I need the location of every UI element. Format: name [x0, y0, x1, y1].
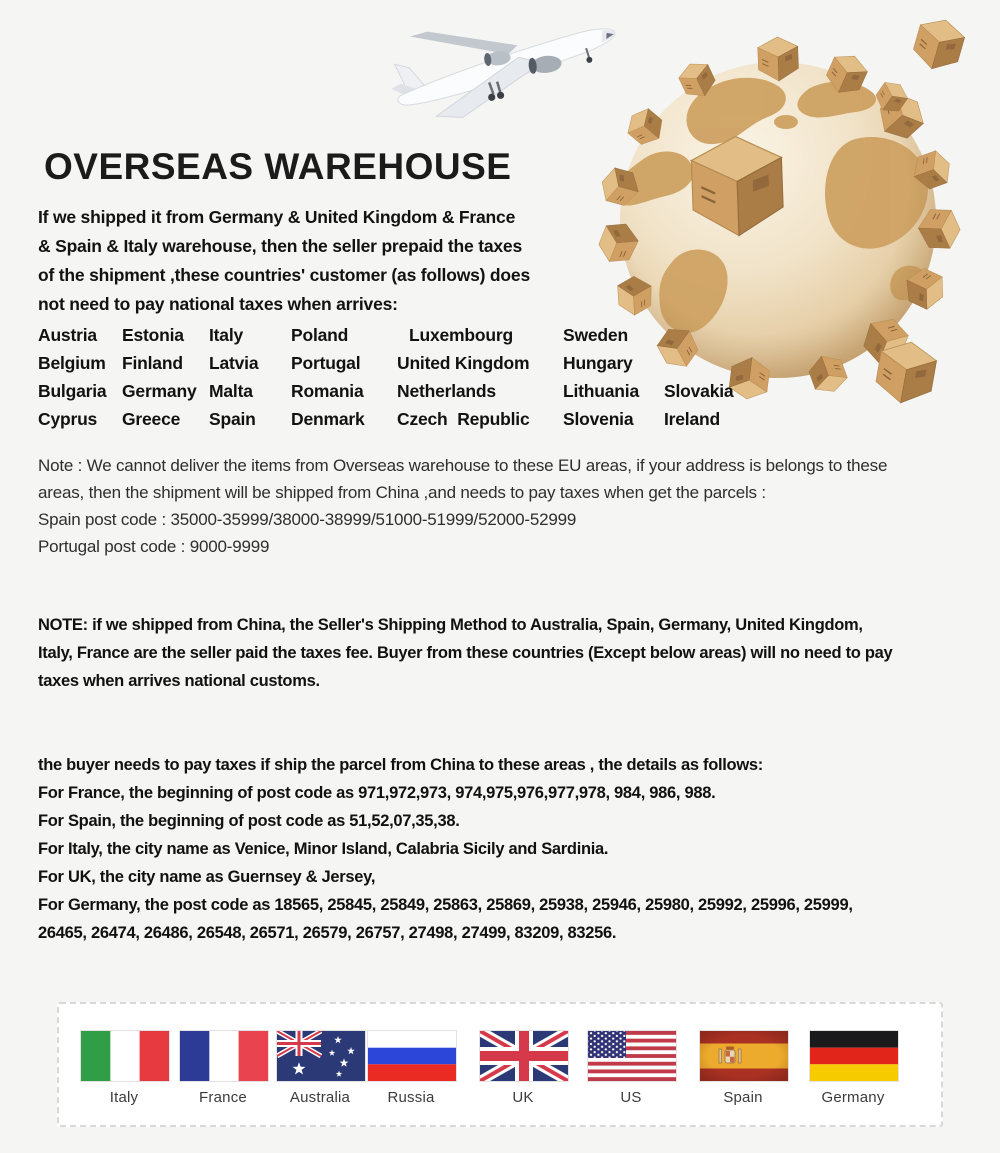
country: Netherlands: [397, 381, 496, 401]
note-line: Portugal post code : 9000-9999: [38, 537, 270, 556]
flag-item-italy: [80, 1030, 168, 1106]
note-line: Spain post code : 35000-35999/38000-38999/51000-51999/52000-52999: [38, 510, 577, 529]
flag-item-uk: [479, 1030, 567, 1106]
flag-item-france: [179, 1030, 267, 1106]
germany-flag-icon: [809, 1030, 899, 1082]
flag-label: Spain: [723, 1089, 763, 1106]
flag-label: Italy: [109, 1089, 139, 1106]
country: Poland: [291, 325, 349, 345]
country: Finland: [122, 353, 183, 373]
flag-label: US: [620, 1089, 642, 1106]
country: Germany: [122, 381, 197, 401]
flag-item-spain: [699, 1030, 787, 1106]
note-line: areas, then the shipment will be shipped from China ,and needs to pay taxes when get the parcels :: [38, 483, 766, 502]
flag-item-us: [587, 1030, 675, 1106]
country: Czech Republic: [397, 409, 530, 429]
australia-flag-icon: [276, 1030, 366, 1082]
country: Slovenia: [563, 409, 634, 429]
flag-label: France: [199, 1089, 247, 1106]
country: Hungary: [563, 353, 633, 373]
country: Ireland: [664, 409, 720, 429]
countries-row: [38, 349, 733, 377]
country: Cyprus: [38, 409, 98, 429]
china-note-line: Italy, France are the seller paid the taxes fee. Buyer from these countries (Except below areas) will no need to pay: [38, 644, 893, 662]
us-flag-icon: [587, 1030, 677, 1082]
france-flag-icon: [179, 1030, 269, 1082]
tax-free-countries-list: [38, 321, 733, 433]
flag-label: Australia: [289, 1089, 351, 1106]
flag-label: UK: [512, 1089, 534, 1106]
country: Luxembourg: [409, 325, 513, 345]
flag-label: Russia: [387, 1089, 435, 1106]
flag-item-australia: [276, 1030, 364, 1106]
country: Italy: [209, 325, 244, 345]
country: Denmark: [291, 409, 365, 429]
country: Greece: [122, 409, 181, 429]
buyer-taxes-note: [38, 751, 853, 947]
buyer-note-line: For Italy, the city name as Venice, Minor Island, Calabria Sicily and Sardinia.: [38, 840, 609, 858]
country: Romania: [291, 381, 364, 401]
country: United Kingdom: [397, 353, 530, 373]
countries-row: [38, 377, 733, 405]
buyer-note-line: the buyer needs to pay taxes if ship the parcel from China to these areas , the details as follows:: [38, 756, 763, 774]
buyer-note-line: For Spain, the beginning of post code as 51,52,07,35,38.: [38, 812, 460, 830]
china-note-line: NOTE: if we shipped from China, the Seller's Shipping Method to Australia, Spain, Germany, United Kingdom,: [38, 616, 863, 634]
country: Estonia: [122, 325, 184, 345]
page-title: OVERSEAS WAREHOUSE: [44, 146, 512, 187]
china-shipping-note: [38, 611, 892, 695]
country: Malta: [209, 381, 253, 401]
flag-item-russia: [367, 1030, 455, 1106]
flag-label: Germany: [821, 1089, 885, 1106]
country: Lithuania: [563, 381, 639, 401]
uk-flag-icon: [479, 1030, 569, 1082]
country: Bulgaria: [38, 381, 107, 401]
buyer-note-line: For Germany, the post code as 18565, 25845, 25849, 25863, 25869, 25938, 25946, 25980, 25992, 25996, 25999,: [38, 896, 853, 914]
country: Belgium: [38, 353, 106, 373]
countries-row: [38, 405, 733, 433]
country: Sweden: [563, 325, 628, 345]
shipping-flags-panel: [57, 1002, 943, 1127]
country: Slovakia: [664, 381, 734, 401]
country: Latvia: [209, 353, 259, 373]
country: Austria: [38, 325, 97, 345]
countries-row: [38, 321, 733, 349]
note-line: Note : We cannot deliver the items from Overseas warehouse to these EU areas, if your address is belongs to these: [38, 456, 888, 475]
intro-line: & Spain & Italy warehouse, then the seller prepaid the taxes: [38, 236, 522, 256]
eu-delivery-note: [38, 452, 887, 560]
country: Portugal: [291, 353, 361, 373]
china-note-line: taxes when arrives national customs.: [38, 672, 320, 690]
spain-flag-icon: [699, 1030, 789, 1082]
buyer-note-line: 26465, 26474, 26486, 26548, 26571, 26579, 26757, 27498, 27499, 83209, 83256.: [38, 924, 617, 942]
buyer-note-line: For UK, the city name as Guernsey & Jersey,: [38, 868, 376, 886]
airplane-icon: [386, 12, 622, 124]
intro-line: If we shipped it from Germany & United Kingdom & France: [38, 207, 516, 227]
intro-line: not need to pay national taxes when arrives:: [38, 294, 398, 314]
italy-flag-icon: [80, 1030, 170, 1082]
country: Spain: [209, 409, 256, 429]
russia-flag-icon: [367, 1030, 457, 1082]
flag-item-germany: [809, 1030, 897, 1106]
intro-line: of the shipment ,these countries' customer (as follows) does: [38, 265, 530, 285]
intro-paragraph: [38, 203, 530, 319]
buyer-note-line: For France, the beginning of post code as 971,972,973, 974,975,976,977,978, 984, 986, 988.: [38, 784, 716, 802]
